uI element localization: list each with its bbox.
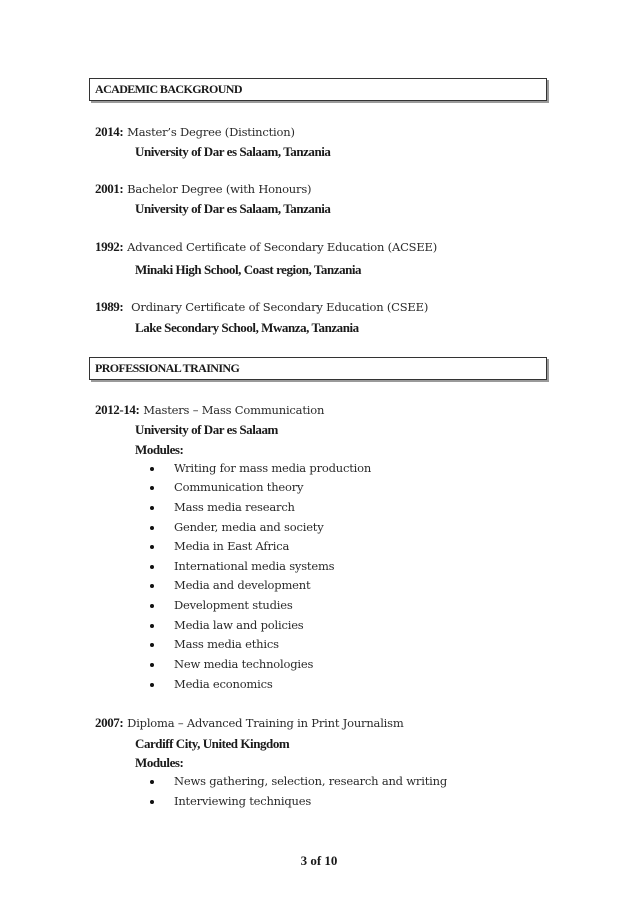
bullet-icon bbox=[150, 506, 154, 510]
professional-training-heading: PROFESSIONAL TRAINING bbox=[89, 357, 547, 380]
entry-description: Master’s Degree (Distinction) bbox=[127, 125, 295, 139]
entry-year: 2001: bbox=[95, 181, 124, 196]
academic-entry-2 bbox=[95, 181, 311, 197]
bullet-icon bbox=[150, 663, 154, 667]
entry-year: 1992: bbox=[95, 239, 124, 254]
entry-description: Bachelor Degree (with Honours) bbox=[127, 182, 312, 196]
entry-description: Diploma – Advanced Training in Print Journalism bbox=[127, 716, 404, 730]
entry-year: 2014: bbox=[95, 124, 124, 139]
entry-institution: Cardiff City, United Kingdom bbox=[135, 736, 290, 751]
entry-institution: Minaki High School, Coast region, Tanzania bbox=[135, 262, 362, 277]
entry-description: Advanced Certificate of Secondary Education (ACSEE) bbox=[127, 240, 438, 254]
entry-institution: Lake Secondary School, Mwanza, Tanzania bbox=[135, 320, 359, 335]
bullet-icon bbox=[150, 565, 154, 569]
academic-background-heading: ACADEMIC BACKGROUND bbox=[89, 78, 547, 101]
page-number: 3 of 10 bbox=[300, 853, 338, 868]
bullet-icon bbox=[150, 800, 154, 804]
bullet-icon bbox=[150, 545, 154, 549]
academic-entry-4 bbox=[95, 299, 428, 315]
entry-institution: University of Dar es Salaam, Tanzania bbox=[135, 201, 331, 216]
entry-year: 1989: bbox=[95, 299, 124, 314]
bullet-icon bbox=[150, 643, 154, 647]
entry-year: 2012-14: bbox=[95, 402, 140, 417]
bullet-icon bbox=[150, 780, 154, 784]
bullet-icon bbox=[150, 604, 154, 608]
entry-year: 2007: bbox=[95, 715, 124, 730]
bullet-icon bbox=[150, 624, 154, 628]
entry-description: Ordinary Certificate of Secondary Education (CSEE) bbox=[131, 300, 429, 314]
modules-label: Modules: bbox=[135, 442, 184, 457]
entry-description: Masters – Mass Communication bbox=[143, 403, 325, 417]
bullet-icon bbox=[150, 526, 154, 530]
academic-entry-3 bbox=[95, 239, 437, 255]
academic-entry-1 bbox=[95, 124, 295, 140]
bullet-icon bbox=[150, 467, 154, 471]
modules-label: Modules: bbox=[135, 755, 184, 770]
training-entry-2 bbox=[95, 715, 404, 731]
entry-institution: University of Dar es Salaam, Tanzania bbox=[135, 144, 331, 159]
entry-institution: University of Dar es Salaam bbox=[135, 422, 278, 437]
bullet-icon bbox=[150, 486, 154, 490]
bullet-icon bbox=[150, 683, 154, 687]
bullet-icon bbox=[150, 584, 154, 588]
training-entry-1 bbox=[95, 402, 324, 418]
